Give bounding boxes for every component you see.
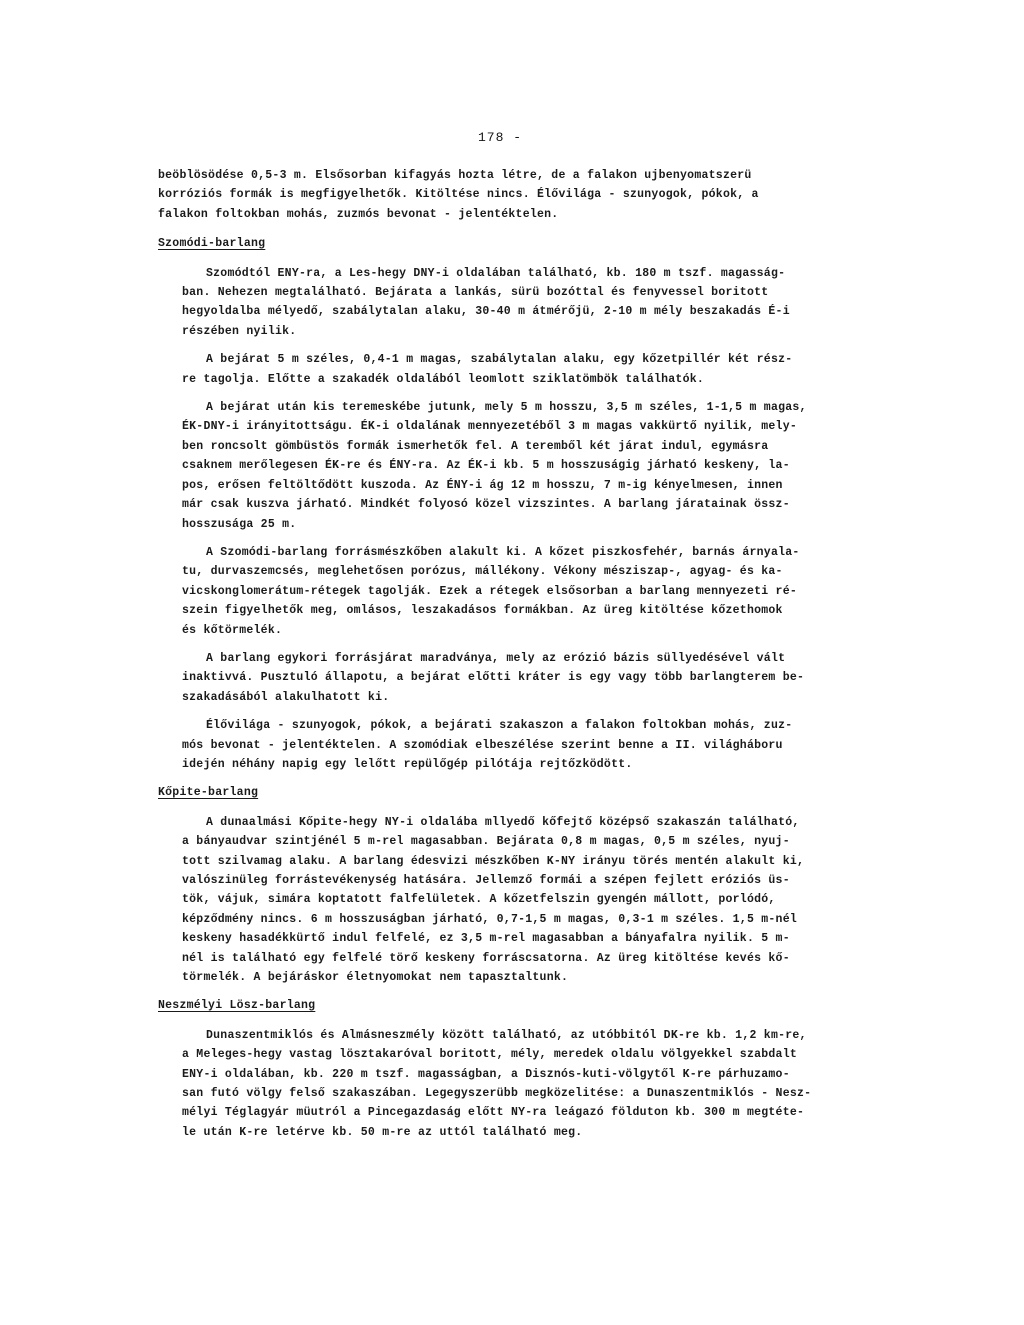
text-line: Szomódtól ENY-ra, a Les-hegy DNY-i oldalában található, kb. 180 m tszf. magasság- [206, 266, 786, 280]
text-line: san futó völgy felső szakaszában. Legegyszerübb megközelitése: a Dunaszentmiklós - Nesz- [182, 1087, 812, 1101]
text-line: A dunaalmási Kőpite-hegy NY-i oldalába mllyedő kőfejtő középső szakaszán található, [206, 815, 800, 829]
text-line: a bányaudvar szintjénél 5 m-rel magasabban. Bejárata 0,8 m magas, 0,5 m széles, nyuj- [182, 835, 790, 849]
text-line: és kőtörmelék. [182, 623, 283, 637]
text-line: le után K-re letérve kb. 50 m-re az uttól található meg. [182, 1125, 583, 1139]
text-line: tök, vájuk, simára koptatott falfelületek. A kőzetfelszin gyengén mállott, porlódó, [182, 893, 776, 907]
text-line: már csak kuszva járható. Mindkét folyosó közel vizszintes. A barlang járatainak össz- [182, 498, 790, 512]
paragraph [158, 543, 848, 640]
paragraph [158, 166, 848, 224]
text-line: pos, erősen feltöltődött kuszoda. Az ÉNY-i ág 12 m hosszu, 7 m-ig kényelmesen, innen [182, 478, 783, 492]
text-line: falakon foltokban mohás, zuzmós bevonat - jelentéktelen. [158, 207, 559, 221]
paragraph [158, 716, 848, 774]
text-line: inaktivvá. Pusztuló állapotu, a bejárat előtti kráter is egy vagy több barlangterem be- [182, 671, 805, 685]
page-number: 178 - [478, 130, 523, 145]
paragraph [158, 649, 848, 707]
text-line: valószinüleg forrástevékenység hatására. Jellemző formái a szépen fejlett eróziós üs- [182, 874, 790, 887]
text-line: törmelék. A bejáráskor életnyomokat nem tapasztaltunk. [182, 971, 569, 985]
text-line: tu, durvaszemcsés, meglehetősen porózus, mállékony. Vékony mésziszap-, agyag- és ka- [182, 565, 783, 579]
section-heading: Szomódi-barlang [158, 237, 266, 251]
section-heading: Kőpite-barlang [158, 786, 259, 800]
text-line: nél is található egy felfelé törő keskeny forráscsatorna. Az üreg kitöltése kevés kő- [182, 951, 790, 965]
paragraph [158, 264, 848, 342]
text-line: a Meleges-hegy vastag lösztakaróval boritott, mély, meredek oldalu völgyekkel szabdalt [182, 1048, 797, 1062]
paragraph [158, 398, 848, 534]
paragraph [158, 1026, 848, 1142]
text-line: A barlang egykori forrásjárat maradványa, mely az erózió bázis süllyedésével vált [206, 651, 786, 665]
text-line: A bejárat után kis teremeskébe jutunk, mely 5 m hosszu, 3,5 m széles, 1-1,5 m magas, [206, 401, 807, 415]
text-line: részében nyilik. [182, 324, 297, 338]
text-line: hegyoldalba mélyedő, szabálytalan alaku, 30-40 m átmérőjü, 2-10 m mély beszakadás É-i [182, 305, 790, 319]
text-line: Élővilága - szunyogok, pókok, a bejárati szakaszon a falakon foltokban mohás, zuz- [206, 719, 793, 733]
text-line: korróziós formák is megfigyelhetők. Kitöltése nincs. Élővilága - szunyogok, pókok, a [158, 188, 759, 202]
text-line: szein figyelhetők meg, omlásos, leszakadásos formákban. Az üreg kitöltése kőzethomok [182, 604, 783, 618]
text-line: A bejárat 5 m széles, 0,4-1 m magas, szabálytalan alaku, egy kőzetpillér két rész- [206, 353, 793, 367]
text-line: mélyi Téglagyár müutról a Pincegazdaság előtt NY-ra leágazó földuton kb. 300 m megtéte- [182, 1106, 805, 1120]
text-line: A Szomódi-barlang forrásmészkőben alakult ki. A kőzet piszkosfehér, barnás árnyala- [206, 545, 800, 559]
text-line: Dunaszentmiklós és Almásneszmély között található, az utóbbitól DK-re kb. 1,2 km-re, [206, 1028, 807, 1042]
text-line: ÉK-DNY-i irányitottságu. ÉK-i oldalának mennyezetéből 3 m magas vakkürtő nyilik, mely- [182, 420, 797, 434]
text-line: szakadásából alakulhatott ki. [182, 690, 390, 704]
text-line: ban. Nehezen megtalálható. Bejárata a lankás, sürü bozóttal és fenyvessel boritott [182, 286, 769, 300]
document-body [158, 166, 848, 1151]
text-line: tott szilvamag alaku. A barlang édesvizi mészkőben K-NY irányu törés mentén alakult ki, [182, 854, 805, 868]
paragraph [158, 350, 848, 389]
text-line: idején néhány napig egy lelőtt repülőgép pilótája rejtőzködött. [182, 757, 633, 771]
text-line: képződmény nincs. 6 m hosszuságban járható, 0,7-1,5 m magas, 0,3-1 m széles. 1,5 m-nél [182, 912, 797, 926]
text-line: re tagolja. Előtte a szakadék oldalából leomlott sziklatömbök találhatók. [182, 372, 705, 386]
text-line: ENY-i oldalában, kb. 220 m tszf. magasságban, a Disznós-kuti-völgytől K-re párhuzamo- [182, 1067, 790, 1081]
text-line: vicskonglomerátum-rétegek tagolják. Ezek a rétegek elsősorban a barlang mennyezeti ré- [182, 584, 797, 598]
section-heading: Neszmélyi Lösz-barlang [158, 999, 316, 1013]
text-line: beöblösödése 0,5-3 m. Elsősorban kifagyás hozta létre, de a falakon ujbenyomatszerü [158, 169, 752, 182]
paragraph [158, 813, 848, 988]
text-line: ben roncsolt gömbüstös formák ismerhetők fel. A teremből két járat indul, egymásra [182, 439, 769, 453]
text-line: mós bevonat - jelentéktelen. A szomódiak elbeszélése szerint benne a II. világháboru [182, 738, 783, 752]
text-line: csaknem merőlegesen ÉK-re és ÉNY-ra. Az ÉK-i kb. 5 m hosszuságig járható keskeny, la- [182, 459, 790, 473]
text-line: keskeny hasadékkürtő indul felfelé, ez 3,5 m-rel magasabban a bányafalra nyilik. 5 m- [182, 932, 790, 946]
text-line: hosszusága 25 m. [182, 517, 297, 531]
